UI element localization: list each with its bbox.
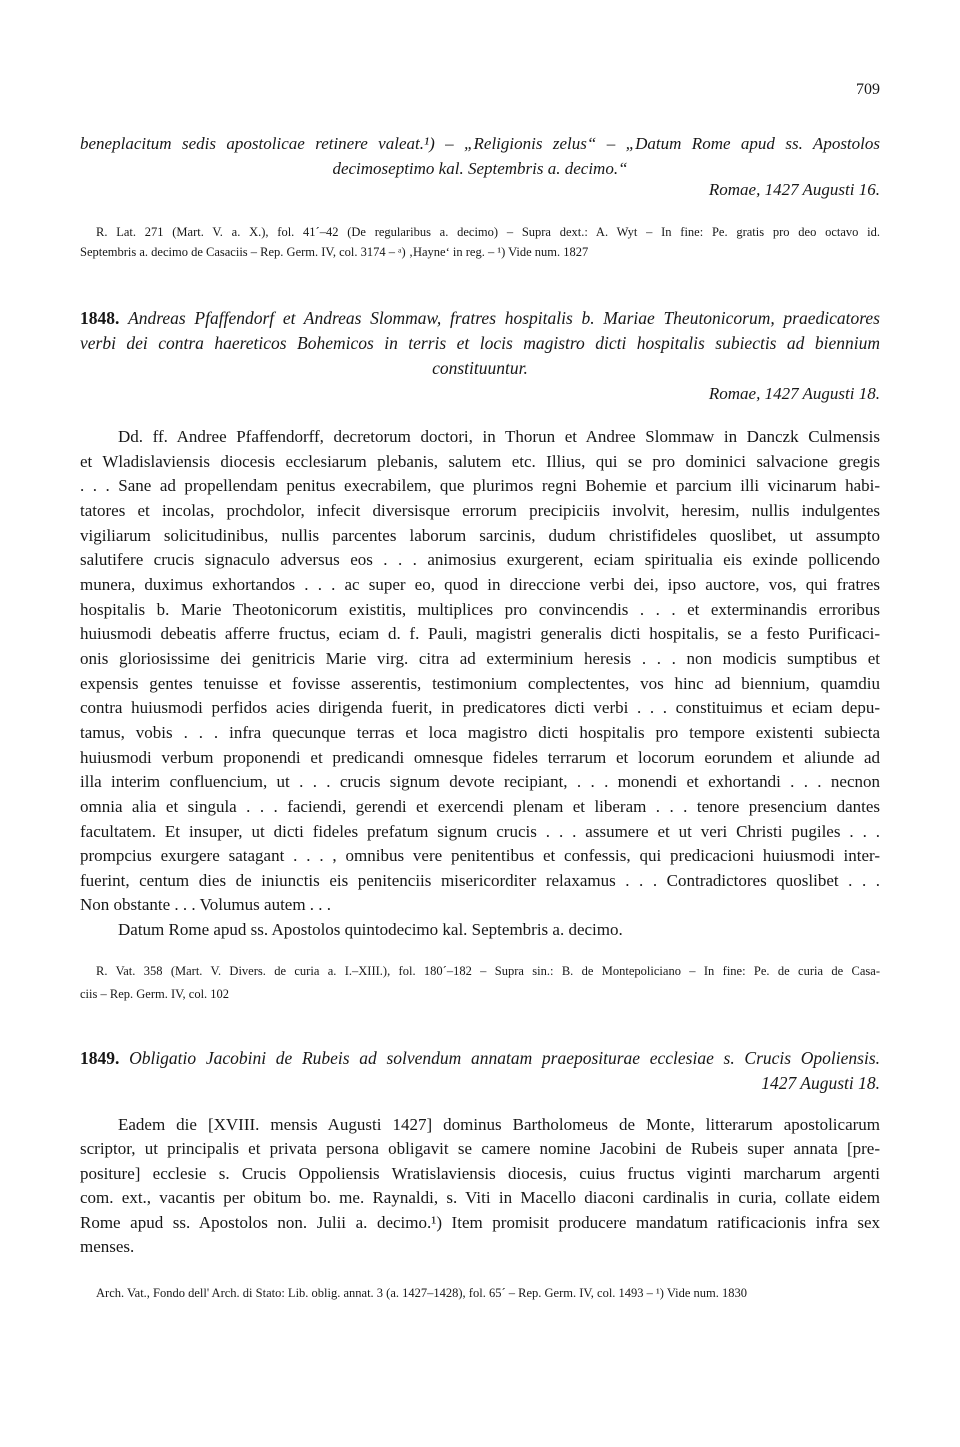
entry-1848-source-note (80, 960, 880, 1006)
body-line: fuerint, centum dies de iniunctis eis penitenciis misericorditer relaxamus . . . Contradictores quoslibet . . . (80, 870, 880, 890)
continuation-date: Romae, 1427 Augusti 16. (708, 180, 880, 199)
body-line: Rome apud ss. Apostolos non. Julii a. decimo.¹) Item promisit producere mandatum ratificacionis infra sex (80, 1212, 880, 1232)
entry-1849-heading (80, 1046, 880, 1095)
body-line: prompcius exurgere satagant . . . , omnibus vere penitentibus et confessis, qui predicacioni huiusmodi inter- (80, 846, 880, 866)
body-line: salutifere crucis signaculo adversus eos . . . animosius exurgerent, eciam spiritualia eis exinde pollicendo (80, 550, 880, 570)
body-line: Non obstante . . . Volumus autem . . . (80, 895, 332, 915)
continuation-text (80, 131, 880, 181)
entry-title-text: Obligatio Jacobini de Rubeis ad solvendum annatam praepositurae ecclesiae s. Crucis Opoliensis. (129, 1048, 881, 1068)
body-line: scriptor, ut principalis et privata persona obligavit se camere nomine Jacobini de Rubeis super annata [pre- (80, 1139, 880, 1159)
page-number: 709 (856, 81, 880, 98)
body-line: com. ext., vacantis per obitum bo. me. Raynaldi, s. Viti in Macello diaconi cardinalis in curia, collate eidem (80, 1188, 880, 1208)
entry-heading-line: verbi dei contra haereticos Bohemicos in terris et locis magistro dicti hospitalis subiectis ad biennium (80, 333, 880, 353)
body-line: expensis gentes tenuisse et fovisse asserentis, testimonium complectentes, vos hinc ad biennium, quamdiu (80, 673, 880, 693)
body-line: et Wladislaviensis diocesis ecclesiarum plebanis, salutem etc. Illius, qui se pro dominici salvacione gregis (80, 451, 880, 471)
entry-1848-heading (80, 306, 880, 381)
body-line: menses. (80, 1237, 135, 1257)
entry-number: 1849. (80, 1048, 120, 1068)
body-line: vigiliarum solicitudinibus, nullis parcentes laborum sarcinis, dudum christifideles quoslibet, ut assumpto (80, 525, 880, 545)
body-line: contra huiusmodi perfidos acies dirigenda fuerit, in predicatores dicti verbi . . . constituimus et eciam depu- (80, 698, 880, 718)
source-note-line: R. Vat. 358 (Mart. V. Divers. de curia a. I.–XIII.), fol. 180´–182 – Supra sin.: B. de Montepoliciano – In fine: Pe. de curia de Casa- (96, 964, 880, 978)
body-line: positure] ecclesie s. Crucis Oppoliensis Wratislaviensis diocesis, cuius fructus viginti marcharum argenti (80, 1163, 880, 1183)
source-note-line: Septembris a. decimo de Casaciis – Rep. Germ. IV, col. 3174 – ᵃ) ‚Hayne‘ in reg. – ¹) Vide num. 1827 (80, 245, 589, 259)
body-line: huiusmodi verbum proponendi et predicandi omnesque fideles terrarum et locorum eorundem et aliunde ad (80, 747, 880, 767)
body-line: tatores et incolas, prochdolor, infecit diversisque errorum precipiciis involvit, heresim, nullis indulgentes (80, 500, 880, 520)
entry-1849-body (80, 1113, 880, 1259)
continuation-source-note (80, 222, 880, 262)
body-line: facultatem. Et insuper, ut dicti fideles prefatum signum crucis . . . assumere et ut veri Christi pugiles . . . (80, 821, 880, 841)
entry-1849-source-note (80, 1283, 880, 1303)
continuation-line: decimoseptimo kal. Septembris a. decimo.“ (332, 159, 628, 178)
entry-heading-line (80, 306, 880, 331)
entry-1848-body (80, 425, 880, 943)
entry-number: 1848. (80, 308, 120, 328)
entry-title-text: Andreas Pfaffendorf et Andreas Slommaw, fratres hospitalis b. Mariae Theutonicorum, praedicatores (128, 308, 880, 328)
body-line: onis gloriosissime dei genitricis Marie virg. citra ad exterminium heresis . . . non modicis sumptibus et (80, 648, 880, 668)
body-line: Dd. ff. Andree Pfaffendorff, decretorum doctori, in Thorun et Andree Slommaw in Danczk Culmensis (118, 427, 880, 446)
entry-1848-date: Romae, 1427 Augusti 18. (708, 384, 880, 403)
body-line: tamus, vobis . . . infra quecunque terras et loca magistro dicti hospitalis pro tempore existenti subiecta (80, 722, 880, 742)
body-line: illa interim confluencium, ut . . . crucis signum devote recipiant, . . . monendi et exhortandi . . . necnon (80, 772, 880, 792)
source-note-line: ciis – Rep. Germ. IV, col. 102 (80, 987, 230, 1001)
dating-clause: Datum Rome apud ss. Apostolos quintodecimo kal. Septembris a. decimo. (118, 920, 623, 940)
body-line: hospitalis b. Marie Theotonicorum existitis, multiplices pro convincendis . . . et exterminandis erroribus (80, 599, 880, 619)
body-line: huiusmodi debeatis afferre fructus, eciam d. f. Pauli, magistri generalis dicti hospitalis, se a festo Purificaci- (80, 624, 880, 644)
body-line: omnia alia et singula . . . faciendi, gerendi et exercendi plenam et liberam . . . tenore presencium dantes (80, 796, 880, 816)
entry-heading-line: constituuntur. (432, 358, 528, 378)
entry-1849-date: 1427 Augusti 18. (761, 1072, 880, 1093)
continuation-line: beneplacitum sedis apostolicae retinere valeat.¹) – „Religionis zelus“ – „Datum Rome apud ss. Apostolos (80, 134, 880, 153)
entry-heading-line (80, 1046, 880, 1071)
source-note-line: Arch. Vat., Fondo dell' Arch. di Stato: Lib. oblig. annat. 3 (a. 1427–1428), fol. 65´ – Rep. Germ. IV, col. 1493 – ¹) Vide num. 1830 (96, 1286, 748, 1300)
body-line: Eadem die [XVIII. mensis Augusti 1427] dominus Bartholomeus de Monte, litterarum apostolicarum (118, 1115, 880, 1134)
body-line: munera, duximus exhortandos . . . ac super eo, quod in direccione verbi dei, ipso auctore, vos, qui fratres (80, 574, 880, 594)
body-line: . . . Sane ad propellendam penitus execrabilem, que plurimos regni Bohemie et parcium illi vicinarum habi- (80, 476, 880, 496)
source-note-line: R. Lat. 271 (Mart. V. a. X.), fol. 41´–42 (De regularibus a. decimo) – Supra dext.: A. Wyt – In fine: Pe. gratis pro deo octavo id. (96, 225, 880, 239)
